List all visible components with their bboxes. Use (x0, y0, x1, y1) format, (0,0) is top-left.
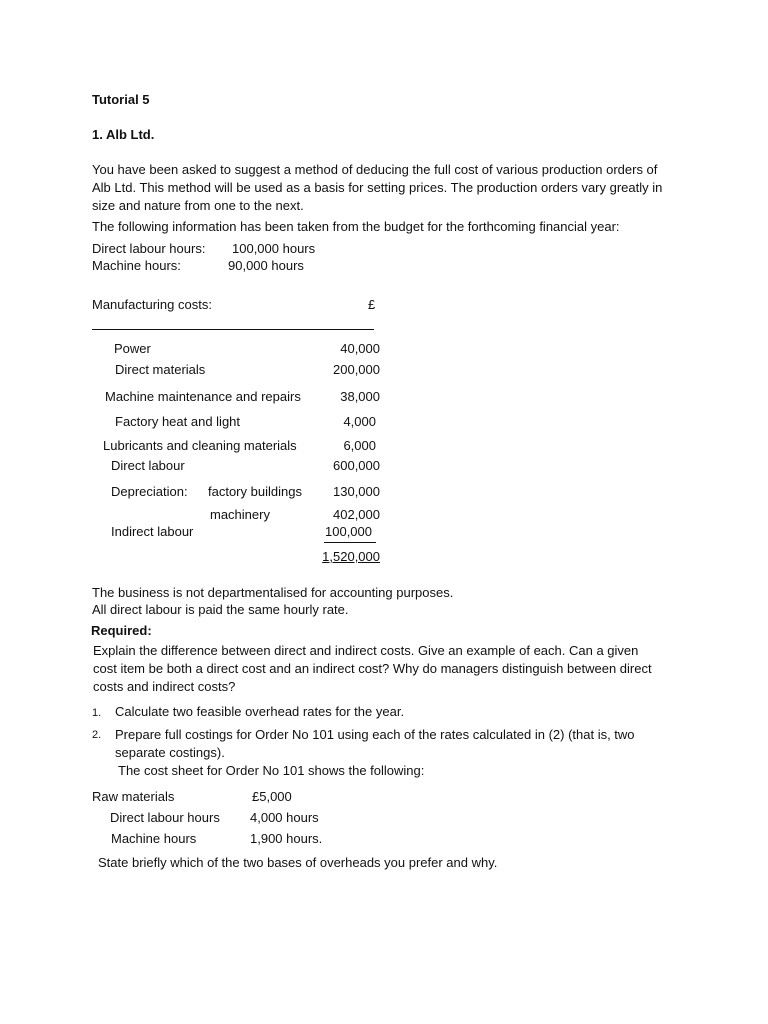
order-label-raw-materials: Raw materials (92, 789, 175, 804)
item-number: 2. (92, 729, 102, 741)
order-label-direct-labour-hours: Direct labour hours (110, 810, 220, 825)
order-value-raw-materials: £5,000 (252, 789, 292, 804)
cost-total: 1,520,000 (322, 549, 380, 564)
note-direct-labour-rate: All direct labour is paid the same hourly rate. (92, 602, 349, 617)
budget-line: The following information has been taken from the budget for the forthcoming financial year: (92, 219, 620, 234)
item-text: Prepare full costings for Order No 101 using each of the rates calculated in (2) (that is, two separate costings). (115, 727, 635, 760)
currency-symbol: £ (368, 297, 376, 312)
cost-value-heat-light: 4,000 (343, 414, 376, 429)
note-not-departmentalised: The business is not departmentalised for accounting purposes. (92, 585, 454, 600)
cost-label-indirect-labour: Indirect labour (111, 524, 194, 539)
cost-value-lubricants: 6,000 (343, 438, 376, 453)
item-text: Calculate two feasible overhead rates for the year. (115, 704, 405, 719)
cost-sublabel-machinery: machinery (210, 507, 270, 522)
cost-label-power: Power (114, 341, 151, 356)
order-label-machine-hours: Machine hours (111, 831, 197, 846)
cost-value-power: 40,000 (340, 341, 380, 356)
cost-label-direct-materials: Direct materials (115, 362, 206, 377)
cost-value-direct-labour: 600,000 (333, 458, 380, 473)
required-text: Explain the difference between direct and indirect costs. Give an example of each. Can a given cost item be both a direct cost and an indirect cost? Why do managers distinguish between direct costs and indirect costs? (93, 643, 652, 694)
page-title: Tutorial 5 (92, 92, 150, 107)
dlh-value: 100,000 hours (232, 241, 316, 256)
final-question: State briefly which of the two bases of overheads you prefer and why. (98, 855, 498, 870)
cost-value-factory-buildings: 130,000 (333, 484, 380, 499)
required-heading: Required: (91, 623, 152, 638)
item-number: 1. (92, 707, 102, 719)
subtotal-rule (324, 542, 376, 543)
cost-value-direct-materials: 200,000 (333, 362, 380, 377)
mh-label: Machine hours: (92, 258, 181, 273)
intro-paragraph: You have been asked to suggest a method of deducing the full cost of various production orders of Alb Ltd. This method will be used as a basis for setting prices. The production orders vary greatly in size and nature from one to the next. (92, 162, 663, 213)
cost-sublabel-factory-buildings: factory buildings (208, 484, 302, 499)
order-value-direct-labour-hours: 4,000 hours (250, 810, 319, 825)
question-heading: 1. Alb Ltd. (92, 127, 155, 142)
cost-sheet-line: The cost sheet for Order No 101 shows the following: (118, 763, 425, 778)
table-top-rule (92, 329, 374, 330)
cost-value-machine-maintenance: 38,000 (340, 389, 380, 404)
cost-label-direct-labour: Direct labour (111, 458, 185, 473)
cost-label-heat-light: Factory heat and light (115, 414, 241, 429)
cost-label-machine-maintenance: Machine maintenance and repairs (105, 389, 301, 404)
cost-value-indirect-labour: 100,000 (325, 524, 372, 539)
order-value-machine-hours: 1,900 hours. (250, 831, 323, 846)
cost-label-lubricants: Lubricants and cleaning materials (103, 438, 297, 453)
cost-label-depreciation: Depreciation: (111, 484, 188, 499)
cost-value-machinery: 402,000 (333, 507, 380, 522)
costs-label: Manufacturing costs: (92, 297, 212, 312)
dlh-label: Direct labour hours: (92, 241, 206, 256)
mh-value: 90,000 hours (228, 258, 304, 273)
